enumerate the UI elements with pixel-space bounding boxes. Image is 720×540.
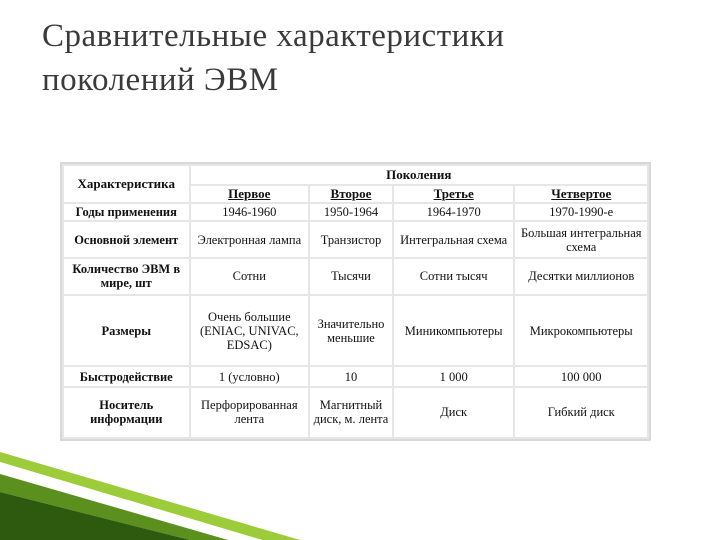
row-label: Основной элемент bbox=[63, 221, 190, 258]
slide-title-line-1: Сравнительные характеристики bbox=[42, 18, 505, 54]
corner-header: Характеристика bbox=[63, 165, 190, 203]
table-cell: 1 (условно) bbox=[190, 366, 310, 386]
generations-header: Поколения bbox=[190, 165, 649, 185]
generation-header-1: Первое bbox=[190, 185, 310, 202]
row-label: Носитель информации bbox=[63, 387, 190, 438]
table-cell: Транзистор bbox=[309, 221, 393, 258]
table-cell: Гибкий диск bbox=[514, 387, 648, 438]
table-cell: Сотни тысяч bbox=[393, 258, 515, 295]
row-label: Количество ЭВМ в мире, шт bbox=[63, 258, 190, 295]
row-label: Размеры bbox=[63, 295, 190, 367]
generation-header-2: Второе bbox=[309, 185, 393, 202]
table-cell: 1950-1964 bbox=[309, 203, 393, 221]
table-cell: Диск bbox=[393, 387, 515, 438]
row-label: Годы применения bbox=[63, 203, 190, 221]
slide-title-line-2: поколений ЭВМ bbox=[42, 62, 279, 98]
table-cell: 1970-1990-е bbox=[514, 203, 648, 221]
table-cell: Микрокомпьютеры bbox=[514, 295, 648, 367]
table-cell: Миникомпьютеры bbox=[393, 295, 515, 367]
table-cell: 1964-1970 bbox=[393, 203, 515, 221]
table-cell: Значительно меньшие bbox=[309, 295, 393, 367]
table-cell: Электронная лампа bbox=[190, 221, 310, 258]
table-cell: 1946-1960 bbox=[190, 203, 310, 221]
table-cell: Перфорированная лента bbox=[190, 387, 310, 438]
table-cell: Десятки миллионов bbox=[514, 258, 648, 295]
table-cell: Интегральная схема bbox=[393, 221, 515, 258]
table-cell: Магнитный диск, м. лента bbox=[309, 387, 393, 438]
table-cell: Очень большие (ENIAC, UNIVAC, EDSAC) bbox=[190, 295, 310, 367]
table-cell: 1 000 bbox=[393, 366, 515, 386]
table-cell: Большая интегральная схема bbox=[514, 221, 648, 258]
row-label: Быстродействие bbox=[63, 366, 190, 386]
table-cell: 10 bbox=[309, 366, 393, 386]
table-cell: Сотни bbox=[190, 258, 310, 295]
table-cell: 100 000 bbox=[514, 366, 648, 386]
table-cell: Тысячи bbox=[309, 258, 393, 295]
generation-header-4: Четвертое bbox=[514, 185, 648, 202]
generation-header-3: Третье bbox=[393, 185, 515, 202]
